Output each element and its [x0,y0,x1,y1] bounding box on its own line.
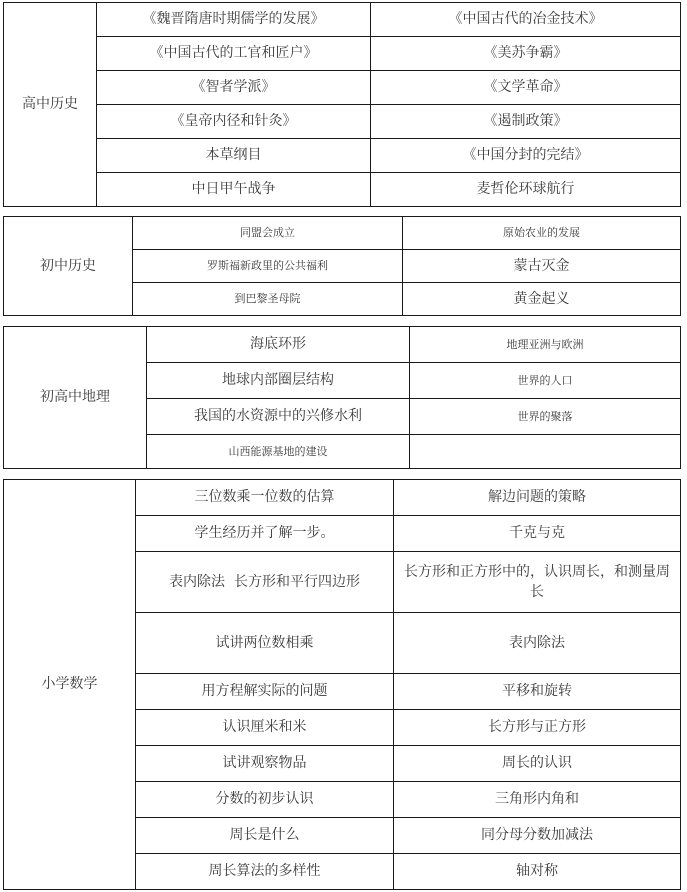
middle-school-history-table [3,216,681,316]
topic-cell: 世界的聚落 [410,399,681,435]
topic-cell: 《中国古代的冶金技术》 [371,3,681,37]
topic-cell: 《遏制政策》 [371,105,681,139]
topic-cell: 表内除法 长方形和平行四边形 [136,552,394,613]
topic-cell: 黄金起义 [403,283,681,316]
high-school-history-table [3,2,681,207]
topic-cell: 平移和旋转 [394,674,681,710]
topic-cell: 三位数乘一位数的估算 [136,480,394,516]
topic-cell: 世界的人口 [410,363,681,399]
topic-cell: 山西能源基地的建设 [147,435,410,469]
topic-cell: 同分母分数加减法 [394,818,681,854]
topic-cell: 千克与克 [394,516,681,552]
topic-cell: 长方形和正方形中的，认识周长，和测量周长 [394,552,681,613]
topic-cell: 用方程解实际的问题 [136,674,394,710]
topic-cell: 周长的认识 [394,746,681,782]
primary-math-table [3,479,681,890]
topic-cell: 解边问题的策略 [394,480,681,516]
geography-table [3,326,681,469]
topic-cell: 同盟会成立 [133,217,403,250]
topic-cell: 试讲两位数相乘 [136,613,394,674]
topic-cell: 地理亚洲与欧洲 [410,327,681,363]
topic-cell: 认识厘米和米 [136,710,394,746]
topic-cell: 周长是什么 [136,818,394,854]
topic-cell: 试讲观察物品 [136,746,394,782]
category-label: 小学数学 [4,480,136,890]
topic-cell [410,435,681,469]
topic-cell: 原始农业的发展 [403,217,681,250]
topic-cell: 我国的水资源中的兴修水利 [147,399,410,435]
topic-cell: 《中国古代的工官和匠户》 [97,37,371,71]
topic-cell: 蒙古灭金 [403,250,681,283]
topic-cell: 周长算法的多样性 [136,854,394,890]
topic-cell: 分数的初步认识 [136,782,394,818]
topic-cell: 到巴黎圣母院 [133,283,403,316]
topic-cell: 《皇帝内径和针灸》 [97,105,371,139]
topic-cell: 学生经历并了解一步。 [136,516,394,552]
category-label: 初中历史 [4,217,133,316]
topic-cell: 海底环形 [147,327,410,363]
topic-cell: 罗斯福新政里的公共福利 [133,250,403,283]
category-label: 初高中地理 [4,327,147,469]
topic-cell: 中日甲午战争 [97,173,371,207]
topic-cell: 轴对称 [394,854,681,890]
topic-cell: 《智者学派》 [97,71,371,105]
topic-cell: 《文学革命》 [371,71,681,105]
topic-cell: 表内除法 [394,613,681,674]
topic-cell: 本草纲目 [97,139,371,173]
topic-cell: 《美苏争霸》 [371,37,681,71]
topic-cell: 长方形与正方形 [394,710,681,746]
topic-cell: 麦哲伦环球航行 [371,173,681,207]
topic-cell: 《魏晋隋唐时期儒学的发展》 [97,3,371,37]
topic-cell: 地球内部圈层结构 [147,363,410,399]
topic-cell: 《中国分封的完结》 [371,139,681,173]
topic-cell: 三角形内角和 [394,782,681,818]
category-label: 高中历史 [4,3,97,207]
